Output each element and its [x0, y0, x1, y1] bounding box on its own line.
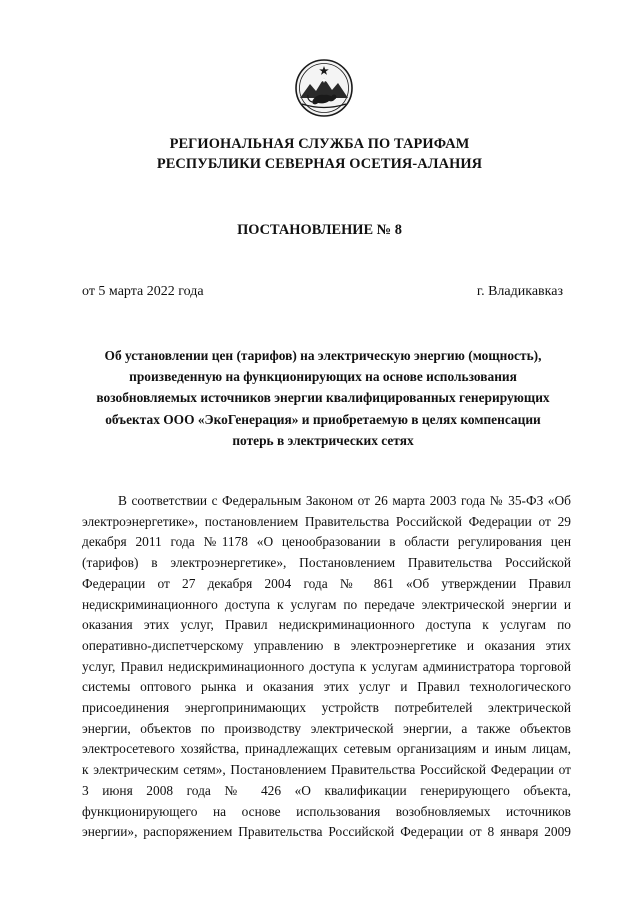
body-line: электросетевого хозяйства, принадлежащих сетевым организациям и иным лицам,	[82, 741, 571, 757]
body-line: присоединения энергопринимающих устройств потребителей электрической	[82, 700, 571, 716]
body-line: функционирующего на основе использования возобновляемых источников	[82, 803, 571, 819]
body-line: В соответствии с Федеральным Законом от 26 марта 2003 года № 35-ФЗ «Об	[118, 493, 571, 508]
document-date: от 5 марта 2022 года	[82, 284, 204, 299]
body-line: к электрическим сетям», Постановлением Правительства Российской Федерации от	[82, 762, 571, 778]
body-line: энергии», распоряжением Правительства Российской Федерации от 8 января 2009	[82, 824, 571, 840]
subject-line: произведенную на функционирующих на основе использования	[129, 369, 517, 385]
organization-name-line1: РЕГИОНАЛЬНАЯ СЛУЖБА ПО ТАРИФАМ	[169, 136, 470, 152]
document-city: г. Владикавказ	[476, 284, 563, 299]
body-line: оказания этих услуг, Правил недискриминационного доступа к услугам по	[82, 617, 571, 633]
subject-line: объектах ООО «ЭкоГенерация» и приобретаемую в целях компенсации	[105, 411, 541, 427]
body-line: недискриминационного доступа к услугам по передаче электрической энергии и	[82, 596, 571, 612]
body-line: электроэнергетике», постановлением Правительства Российской Федерации от 29	[82, 513, 571, 529]
organization-name-line2: РЕСПУБЛИКИ СЕВЕРНАЯ ОСЕТИЯ-АЛАНИЯ	[156, 156, 483, 172]
subject-line: Об установлении цен (тарифов) на электрическую энергию (мощность),	[104, 348, 542, 363]
body-line: оперативно-диспетчерскому управлению в электроэнергетике и оказания этих	[82, 637, 571, 653]
document-subject	[80, 345, 566, 451]
body-line: декабря 2011 года №1178 «О ценообразовании в области регулирования цен	[82, 534, 571, 550]
body-line: 3 июня 2008 года № 426 «О квалификации генерирующего объекта,	[82, 782, 571, 798]
body-line: системы оптового рынка и оказания этих услуг и Правил технологического	[82, 679, 571, 695]
body-line: (тарифов) в электроэнергетике», Постановлением Правительства Российской	[82, 555, 571, 571]
subject-line: потерь в электрических сетях	[232, 432, 414, 448]
document-title: ПОСТАНОВЛЕНИЕ № 8	[237, 222, 402, 238]
document-body	[82, 491, 571, 843]
subject-line: возобновляемых источников энергии квалифицированных генерирующих	[96, 390, 550, 406]
body-line: Федерации от 27 декабря 2004 года № 861 «Об утверждении Правил	[82, 575, 571, 591]
body-line: энергии, объектов по производству электрической энергии, а также объектов	[82, 720, 571, 736]
body-line: услуг, Правил недискриминационного доступа к услугам администратора торговой	[82, 658, 571, 674]
coat-of-arms-icon	[294, 58, 354, 118]
